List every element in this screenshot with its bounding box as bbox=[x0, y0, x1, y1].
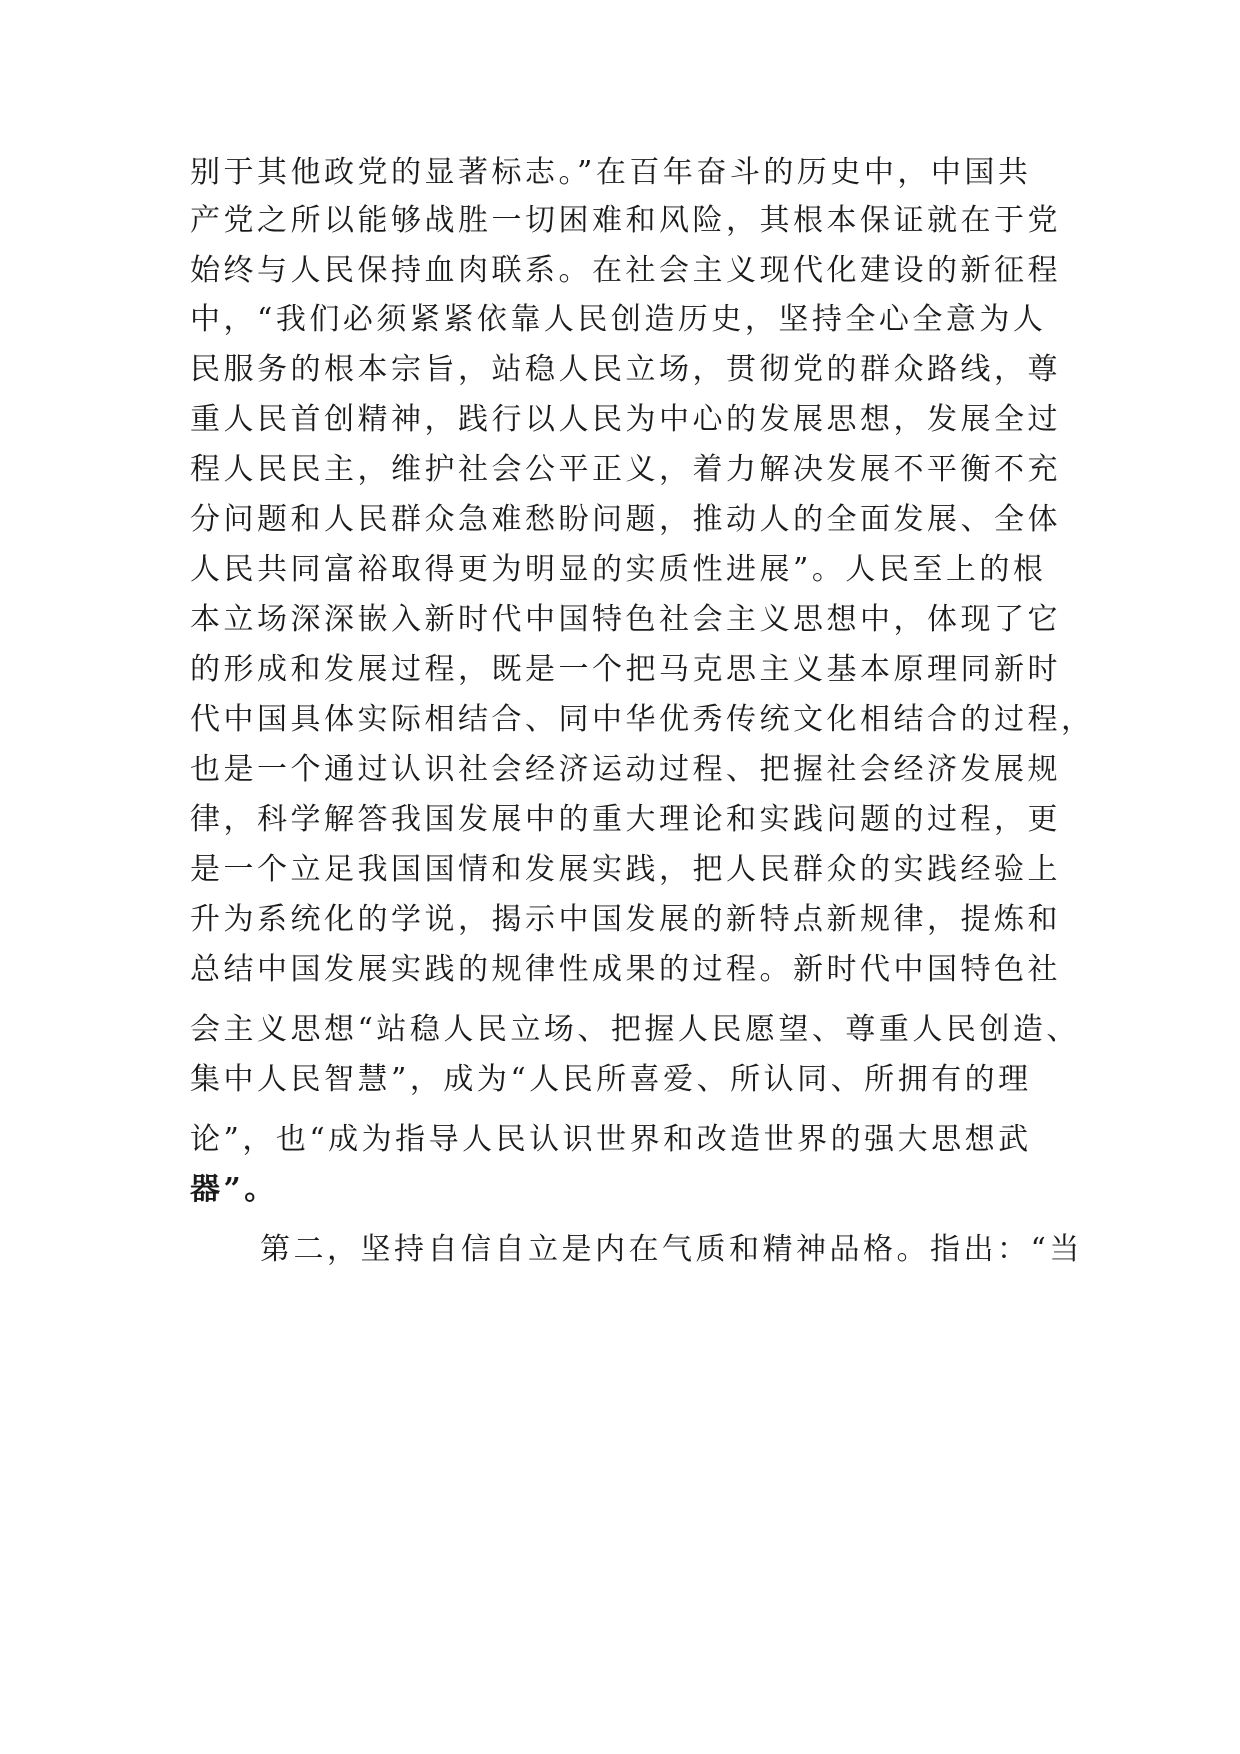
body-text-line: 代中国具体实际相结合、同中华优秀传统文化相结合的过程， bbox=[190, 702, 1095, 737]
body-text-line: 分问题和人民群众急难愁盼问题，推动人的全面发展、全体 bbox=[190, 502, 1061, 537]
body-text-line: 产党之所以能够战胜一切困难和风险，其根本保证就在于党 bbox=[190, 203, 1061, 238]
body-text-line: 总结中国发展实践的规律性成果的过程。新时代中国特色社 bbox=[190, 952, 1061, 987]
body-text-line: 始终与人民保持血肉联系。在社会主义现代化建设的新征程 bbox=[190, 253, 1061, 288]
body-text-line: 是一个立足我国国情和发展实践，把人民群众的实践经验上 bbox=[190, 852, 1061, 887]
body-text-line: 论”，也“成为指导人民认识世界和改造世界的强大思想武 bbox=[190, 1122, 1032, 1157]
body-text-line: 集中人民智慧”，成为“人民所喜爱、所认同、所拥有的理 bbox=[190, 1062, 1032, 1097]
body-text-line: 重人民首创精神，践行以人民为中心的发展思想，发展全过 bbox=[190, 402, 1061, 437]
paragraph-start-line: 第二，坚持自信自立是内在气质和精神品格。指出：“当 bbox=[260, 1232, 1083, 1267]
body-text-line: 律，科学解答我国发展中的重大理论和实践问题的过程，更 bbox=[190, 802, 1061, 837]
body-text-line: 中，“我们必须紧紧依靠人民创造历史，坚持全心全意为人 bbox=[190, 302, 1047, 337]
body-text-line: 升为系统化的学说，揭示中国发展的新特点新规律，提炼和 bbox=[190, 902, 1061, 937]
body-text-line: 会主义思想“站稳人民立场、把握人民愿望、尊重人民创造、 bbox=[190, 1012, 1080, 1047]
body-text-line: 的形成和发展过程，既是一个把马克思主义基本原理同新时 bbox=[190, 652, 1061, 687]
body-text-line: 民服务的根本宗旨，站稳人民立场，贯彻党的群众路线，尊 bbox=[190, 352, 1061, 387]
body-text-line: 器”。 bbox=[190, 1172, 278, 1207]
body-text-line: 人民共同富裕取得更为明显的实质性进展”。人民至上的根 bbox=[190, 552, 1047, 587]
body-text-line: 别于其他政党的显著标志。”在百年奋斗的历史中，中国共 bbox=[190, 155, 1032, 190]
body-text-line: 也是一个通过认识社会经济运动过程、把握社会经济发展规 bbox=[190, 752, 1061, 787]
body-text-line: 本立场深深嵌入新时代中国特色社会主义思想中，体现了它 bbox=[190, 602, 1061, 637]
body-text-line: 程人民民主，维护社会公平正义，着力解决发展不平衡不充 bbox=[190, 452, 1061, 487]
